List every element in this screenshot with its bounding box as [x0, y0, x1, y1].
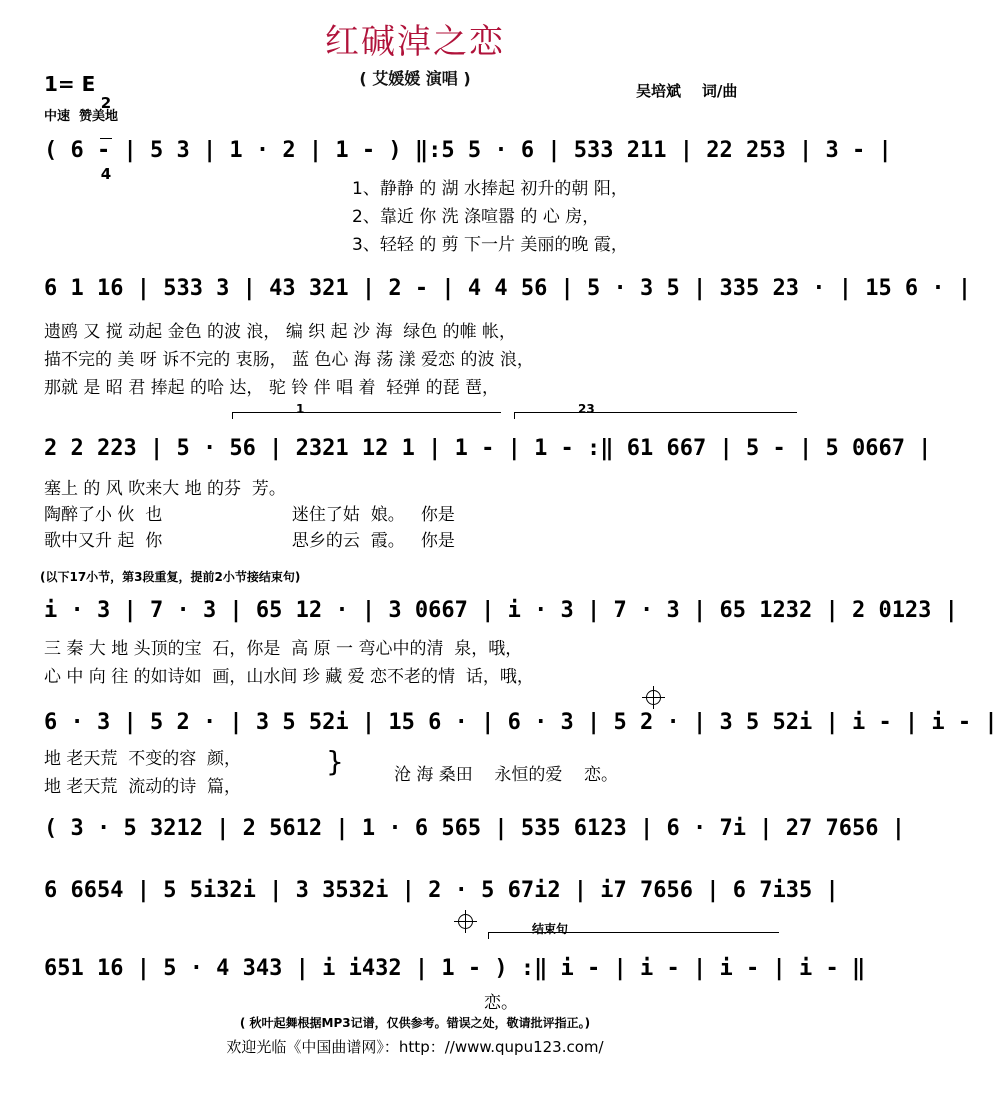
notation-row-3: 2 2 223 | 5 · 56 | 2321 12 1 | 1 - | 1 - :‖ 61 667 | 5 - | 5 0667 |	[44, 436, 932, 461]
key-signature: 1= E	[44, 72, 96, 96]
lyric-row-1-verse-2: 2、靠近 你 洗 涤喧嚣 的 心 房，	[352, 207, 600, 227]
time-signature-bottom: 4	[100, 165, 112, 183]
notation-row-5: 6 · 3 | 5 2 · | 3 5 52i | 15 6 · | 6 · 3 | 5 2 · | 3 5 52i | i - | i - |	[44, 710, 998, 735]
author-credit: 吴培斌 词/曲	[636, 82, 738, 100]
lyric-row-3-verse-3: 歌中又升 起 你 思乡的云 霞。 你是	[44, 531, 455, 551]
volta-bracket-1	[232, 412, 501, 419]
lyric-row-3-verse-2: 陶醉了小 伙 也 迷住了姑 娘。 你是	[44, 505, 455, 525]
notation-row-8: 651 16 | 5 · 4 343 | i i432 | 1 - ) :‖ i - | i - | i - | i - ‖	[44, 956, 866, 981]
lyric-row-8: 恋。	[484, 993, 518, 1013]
lyric-row-1-verse-3: 3、轻轻 的 剪 下一片 美丽的晚 霞，	[352, 235, 628, 255]
lyric-row-5-verse-2: 地 老天荒 流动的诗 篇，	[44, 777, 242, 797]
notation-row-2: 6 1 16 | 533 3 | 43 321 | 2 - | 4 4 56 | 5 · 3 5 | 335 23 · | 15 6 · |	[44, 276, 972, 301]
volta-label-2: 23	[578, 402, 595, 416]
lyric-row-4-verse-1: 三 秦 大 地 头顶的宝 石，你是 高 原 一 弯心中的清 泉，哦，	[44, 639, 523, 659]
notation-row-4: i · 3 | 7 · 3 | 65 12 · | 3 0667 | i · 3 | 7 · 3 | 65 1232 | 2 0123 |	[44, 598, 958, 623]
section-note: (以下17小节，第3段重复，提前2小节接结束句)	[40, 570, 301, 584]
coda-icon-ending	[458, 914, 473, 929]
lyric-row-4-verse-2: 心 中 向 往 的如诗如 画，山水间 珍 藏 爱 恋不老的情 话，哦，	[44, 667, 534, 687]
notation-row-1: ( 6 - | 5 3 | 1 · 2 | 1 - ) ‖:5 5 · 6 | 533 211 | 22 253 | 3 - |	[44, 138, 892, 163]
lyric-row-2-verse-3: 那就 是 昭 君 捧起 的哈 达， 驼 铃 伴 唱 着 轻弹 的琵 琶，	[44, 378, 500, 398]
lyric-row-2-verse-1: 遗鸥 又 搅 动起 金色 的波 浪， 编 织 起 沙 海 绿色 的帷 帐，	[44, 322, 517, 342]
lyric-row-2-verse-2: 描不完的 美 呀 诉不完的 衷肠， 蓝 色心 海 荡 漾 爱恋 的波 浪，	[44, 350, 534, 370]
time-signature	[100, 68, 112, 195]
lyric-row-3-verse-1: 塞上 的 风 吹来大 地 的芬 芳。	[44, 479, 286, 499]
ending-label: 结束句	[532, 922, 569, 936]
lyric-brace: }	[326, 745, 344, 778]
song-title: 红碱淖之恋	[325, 22, 505, 62]
notation-row-7: 6 6654 | 5 5i32i | 3 3532i | 2 · 5 67i2 | i7 7656 | 6 7i35 |	[44, 878, 839, 903]
footer-note: ( 秋叶起舞根据MP3记谱，仅供参考。错误之处，敬请批评指正。)	[239, 1016, 591, 1030]
coda-icon	[646, 690, 661, 705]
singer-credit: ( 艾媛媛 演唱 )	[359, 69, 471, 88]
notation-row-6: ( 3 · 5 3212 | 2 5612 | 1 · 6 565 | 535 6123 | 6 · 7i | 27 7656 |	[44, 816, 905, 841]
volta-label-1: 1	[296, 402, 305, 416]
lyric-row-1-verse-1: 1、静静 的 湖 水捧起 初升的朝 阳，	[352, 179, 628, 199]
lyric-row-5-merged: 沧 海 桑田 永恒的爱 恋。	[394, 765, 619, 785]
volta-bracket-2	[514, 412, 797, 419]
footer-site: 欢迎光临《中国曲谱网》：http：//www.qupu123.com/	[226, 1038, 604, 1056]
tempo-marking: 中速 赞美地	[44, 109, 119, 124]
lyric-row-5-verse-1: 地 老天荒 不变的容 颜，	[44, 749, 242, 769]
time-signature-top: 2	[100, 94, 112, 112]
